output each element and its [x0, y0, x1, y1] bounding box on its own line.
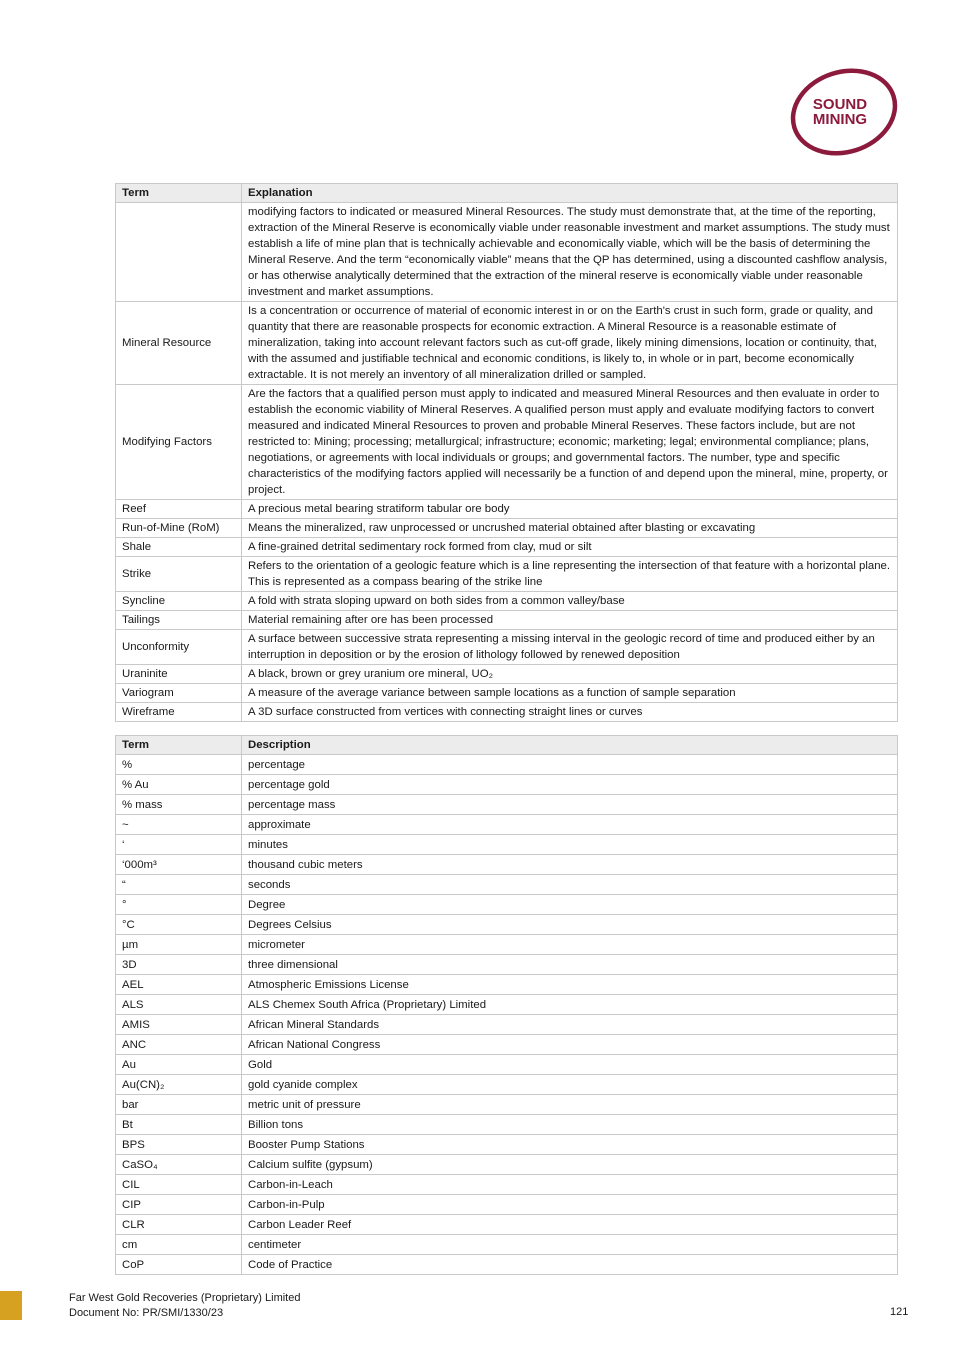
explanation-cell: Material remaining after ore has been processed	[242, 611, 898, 630]
term-cell	[116, 203, 242, 302]
term-cell: “	[116, 875, 242, 895]
footer-accent-square	[0, 1291, 22, 1320]
description-cell: Booster Pump Stations	[242, 1135, 898, 1155]
term-cell: Run-of-Mine (RoM)	[116, 519, 242, 538]
term-cell: AMIS	[116, 1015, 242, 1035]
sound-mining-logo	[788, 67, 900, 157]
table-row	[116, 611, 898, 630]
term-cell: ‘	[116, 835, 242, 855]
column-header-explanation: Explanation	[242, 184, 898, 203]
table-row	[116, 1115, 898, 1135]
term-cell: bar	[116, 1095, 242, 1115]
term-cell: CoP	[116, 1255, 242, 1275]
table-row	[116, 1135, 898, 1155]
term-cell: Mineral Resource	[116, 302, 242, 385]
term-cell: CIL	[116, 1175, 242, 1195]
explanation-cell: Are the factors that a qualified person must apply to indicated and measured Mineral Resources and then evaluate in order to establish the economic viability of Mineral Reserves. A qualified person must apply and evaluate modifying factors to convert measured and indicated Mineral Resources to proven and probable Mineral Reserves. These factors include, but are not restricted to: Mining; processing; metallurgical; infrastructure; economic; marketing; legal; environmental compliance; plans, negotiations, or agreements with local individuals or groups; and governmental factors. The number, type and specific characteristics of the modifying factors applied will necessarily be a function of and depend upon the mineral, mine, property, or project.	[242, 385, 898, 500]
footer-document-number: Document No: PR/SMI/1330/23	[69, 1307, 224, 1319]
table-row	[116, 795, 898, 815]
term-cell: AEL	[116, 975, 242, 995]
table-row	[116, 1055, 898, 1075]
description-cell: centimeter	[242, 1235, 898, 1255]
glossary-table	[115, 183, 898, 722]
table-row	[116, 665, 898, 684]
term-cell: ‘000m³	[116, 855, 242, 875]
table-row	[116, 1175, 898, 1195]
explanation-cell: Refers to the orientation of a geologic feature which is a line representing the intersection of that feature with a horizontal plane. This is represented as a compass bearing of the strike line	[242, 557, 898, 592]
table-row	[116, 755, 898, 775]
description-cell: gold cyanide complex	[242, 1075, 898, 1095]
table-row	[116, 1155, 898, 1175]
description-cell: Carbon-in-Leach	[242, 1175, 898, 1195]
term-cell: Unconformity	[116, 630, 242, 665]
table-row	[116, 1255, 898, 1275]
term-cell: CaSO₄	[116, 1155, 242, 1175]
description-cell: African National Congress	[242, 1035, 898, 1055]
description-cell: African Mineral Standards	[242, 1015, 898, 1035]
term-cell: Au	[116, 1055, 242, 1075]
abbreviations-body	[116, 755, 898, 1275]
table-row	[116, 557, 898, 592]
term-cell: CLR	[116, 1215, 242, 1235]
explanation-cell: A fold with strata sloping upward on both sides from a common valley/base	[242, 592, 898, 611]
page-number: 121	[890, 1306, 909, 1318]
table-row	[116, 995, 898, 1015]
description-cell: Carbon Leader Reef	[242, 1215, 898, 1235]
description-cell: minutes	[242, 835, 898, 855]
explanation-cell: A black, brown or grey uranium ore mineral, UO₂	[242, 665, 898, 684]
table-row	[116, 1095, 898, 1115]
term-cell: CIP	[116, 1195, 242, 1215]
table-row	[116, 835, 898, 855]
term-cell: Uraninite	[116, 665, 242, 684]
term-cell: ~	[116, 815, 242, 835]
term-cell: Shale	[116, 538, 242, 557]
table-row	[116, 1235, 898, 1255]
description-cell: Degrees Celsius	[242, 915, 898, 935]
explanation-cell: A surface between successive strata representing a missing interval in the geologic record of time and produced either by an interruption in deposition or by the erosion of lithology followed by renewed deposition	[242, 630, 898, 665]
term-cell: Bt	[116, 1115, 242, 1135]
term-cell: BPS	[116, 1135, 242, 1155]
explanation-cell: A 3D surface constructed from vertices with connecting straight lines or curves	[242, 703, 898, 722]
term-cell: Au(CN)₂	[116, 1075, 242, 1095]
glossary-header-row	[116, 184, 898, 203]
table-row	[116, 775, 898, 795]
description-cell: percentage mass	[242, 795, 898, 815]
table-row	[116, 592, 898, 611]
description-cell: Calcium sulfite (gypsum)	[242, 1155, 898, 1175]
explanation-cell: modifying factors to indicated or measured Mineral Resources. The study must demonstrate that, at the time of the reporting, extraction of the Mineral Reserve is economically viable under reasonable investment and market assumptions. The study must establish a life of mine plan that is technically achievable and economically viable, which will be the basis of determining the Mineral Reserve. And the term “economically viable” means that the QP has determined, using a discounted cashflow analysis, or has otherwise analytically determined that the extraction of the mineral reserve is economically viable under reasonable investment and market assumptions.	[242, 203, 898, 302]
table-row	[116, 1035, 898, 1055]
table-row	[116, 703, 898, 722]
description-cell: Carbon-in-Pulp	[242, 1195, 898, 1215]
table-row	[116, 875, 898, 895]
table-row	[116, 1015, 898, 1035]
column-header-term: Term	[116, 736, 242, 755]
description-cell: percentage	[242, 755, 898, 775]
description-cell: metric unit of pressure	[242, 1095, 898, 1115]
description-cell: ALS Chemex South Africa (Proprietary) Limited	[242, 995, 898, 1015]
glossary-body	[116, 203, 898, 722]
term-cell: % Au	[116, 775, 242, 795]
abbreviations-table	[115, 735, 898, 1275]
explanation-cell: A precious metal bearing stratiform tabular ore body	[242, 500, 898, 519]
term-cell: µm	[116, 935, 242, 955]
explanation-cell: A measure of the average variance between sample locations as a function of sample separation	[242, 684, 898, 703]
description-cell: Billion tons	[242, 1115, 898, 1135]
term-cell: 3D	[116, 955, 242, 975]
abbreviations-header-row	[116, 736, 898, 755]
svg-text:SOUND: SOUND	[812, 96, 868, 113]
table-row	[116, 815, 898, 835]
table-row	[116, 855, 898, 875]
description-cell: micrometer	[242, 935, 898, 955]
term-cell: ALS	[116, 995, 242, 1015]
table-row	[116, 955, 898, 975]
table-row	[116, 519, 898, 538]
svg-text:MINING: MINING	[812, 111, 868, 128]
explanation-cell: Means the mineralized, raw unprocessed or uncrushed material obtained after blasting or excavating	[242, 519, 898, 538]
table-row	[116, 1215, 898, 1235]
table-row	[116, 538, 898, 557]
term-cell: Strike	[116, 557, 242, 592]
table-row	[116, 684, 898, 703]
explanation-cell: Is a concentration or occurrence of material of economic interest in or on the Earth's crust in such form, grade or quality, and quantity that there are reasonable prospects for economic extraction. A Mineral Resource is a reasonable estimate of mineralization, taking into account relevant factors such as cut-off grade, likely mining dimensions, location or continuity, that, with the assumed and justifiable technical and economic conditions, is likely to, in whole or in part, become economically extractable. It is not merely an inventory of all mineralization drilled or sampled.	[242, 302, 898, 385]
term-cell: %	[116, 755, 242, 775]
term-cell: °	[116, 895, 242, 915]
description-cell: Degree	[242, 895, 898, 915]
term-cell: ANC	[116, 1035, 242, 1055]
term-cell: Tailings	[116, 611, 242, 630]
table-row	[116, 630, 898, 665]
term-cell: Wireframe	[116, 703, 242, 722]
table-row	[116, 203, 898, 302]
table-row	[116, 895, 898, 915]
description-cell: three dimensional	[242, 955, 898, 975]
term-cell: cm	[116, 1235, 242, 1255]
term-cell: °C	[116, 915, 242, 935]
term-cell: % mass	[116, 795, 242, 815]
table-row	[116, 500, 898, 519]
column-header-term: Term	[116, 184, 242, 203]
table-row	[116, 1195, 898, 1215]
table-row	[116, 302, 898, 385]
table-row	[116, 385, 898, 500]
description-cell: thousand cubic meters	[242, 855, 898, 875]
description-cell: Gold	[242, 1055, 898, 1075]
table-row	[116, 915, 898, 935]
description-cell: Atmospheric Emissions License	[242, 975, 898, 995]
term-cell: Modifying Factors	[116, 385, 242, 500]
description-cell: Code of Practice	[242, 1255, 898, 1275]
term-cell: Variogram	[116, 684, 242, 703]
table-row	[116, 935, 898, 955]
table-row	[116, 1075, 898, 1095]
footer-company: Far West Gold Recoveries (Proprietary) Limited	[69, 1292, 301, 1304]
table-row	[116, 975, 898, 995]
explanation-cell: A fine-grained detrital sedimentary rock formed from clay, mud or silt	[242, 538, 898, 557]
description-cell: percentage gold	[242, 775, 898, 795]
term-cell: Syncline	[116, 592, 242, 611]
description-cell: approximate	[242, 815, 898, 835]
term-cell: Reef	[116, 500, 242, 519]
description-cell: seconds	[242, 875, 898, 895]
column-header-description: Description	[242, 736, 898, 755]
